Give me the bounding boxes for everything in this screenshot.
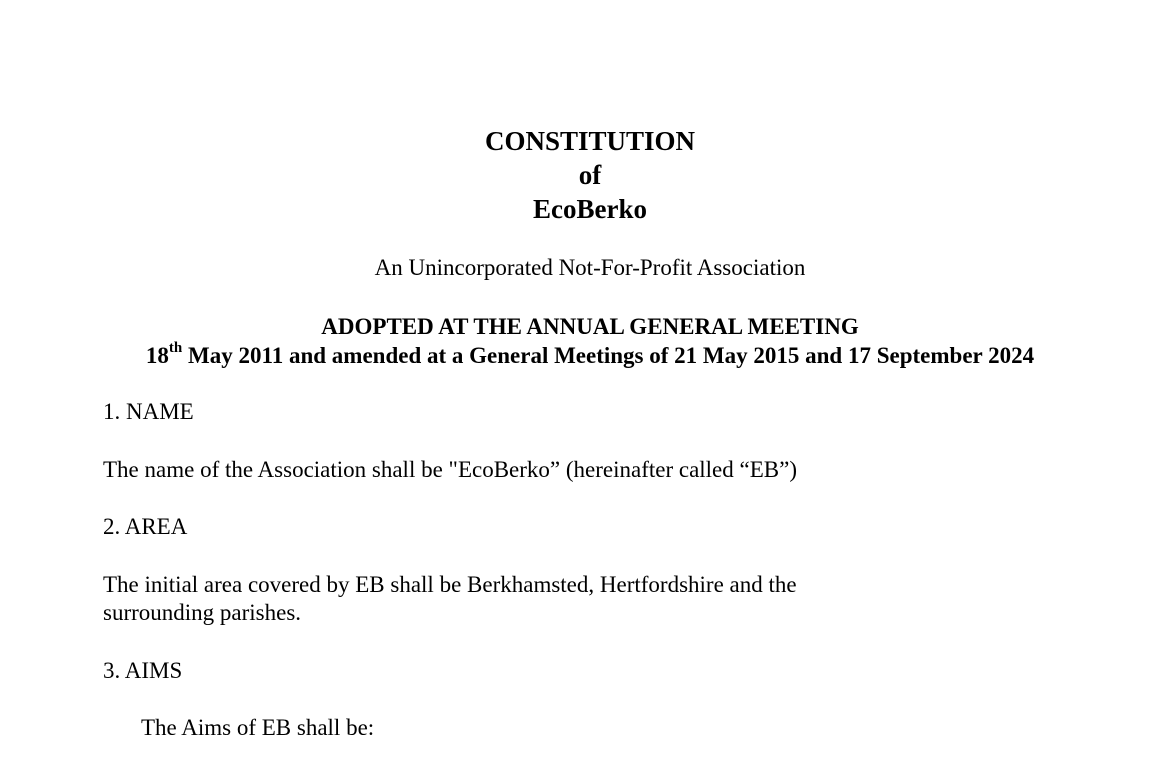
adoption-statement: [0, 312, 1171, 370]
document-subtitle: An Unincorporated Not-For-Profit Association: [374, 255, 806, 280]
title-line-constitution: CONSTITUTION: [484, 126, 696, 156]
adoption-day-suffix: th: [168, 340, 183, 357]
section-body-name: The name of the Association shall be "EcoBerko” (hereinafter called “EB”): [103, 457, 797, 482]
section-heading-aims: 3. AIMS: [103, 658, 183, 683]
section-body-aims: The Aims of EB shall be:: [141, 715, 375, 740]
section-body-area-line1: The initial area covered by EB shall be Berkhamsted, Hertfordshire and the: [103, 572, 797, 597]
adoption-dates-text: May 2011 and amended at a General Meetings of 21 May 2015 and 17 September 2024: [182, 343, 1035, 368]
section-heading-name: 1. NAME: [103, 399, 194, 424]
section-body-area-line2: surrounding parishes.: [103, 600, 302, 625]
title-line-ecoberko: EcoBerko: [533, 194, 647, 224]
adoption-heading: ADOPTED AT THE ANNUAL GENERAL MEETING: [321, 314, 859, 339]
adoption-day: 18: [145, 343, 169, 368]
section-heading-area: 2. AREA: [103, 514, 188, 539]
document-title: [0, 124, 1171, 226]
adoption-dates: [0, 341, 1171, 370]
title-line-of: of: [578, 160, 602, 190]
